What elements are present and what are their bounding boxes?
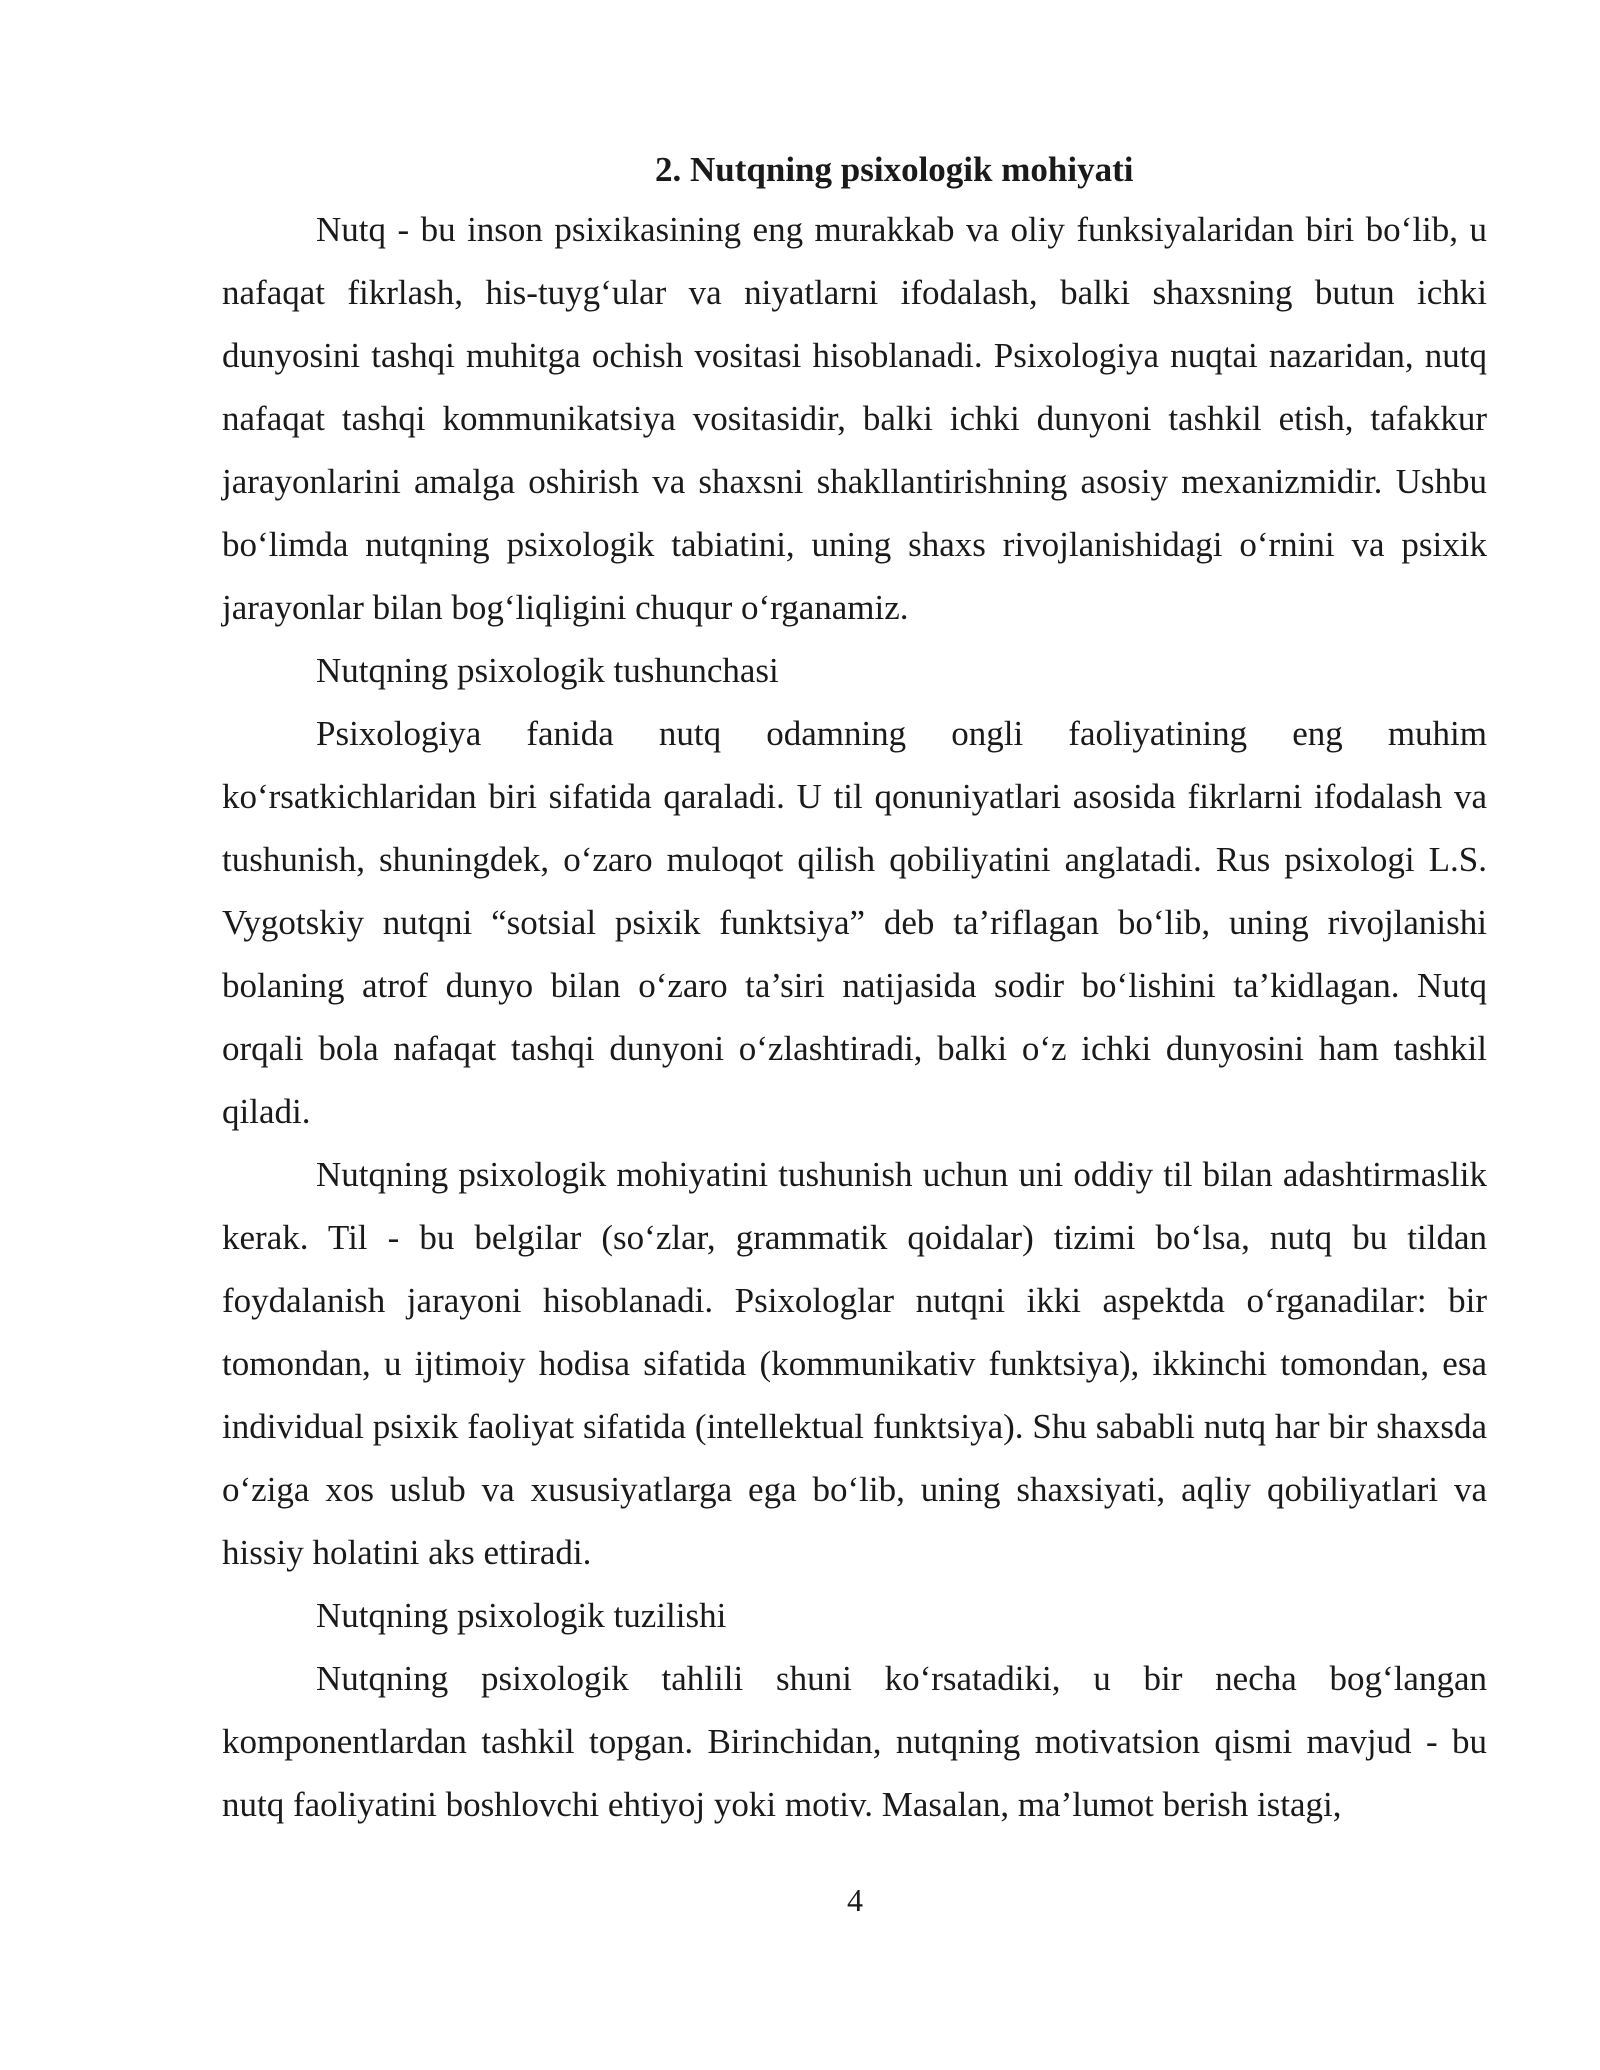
section-heading: 2. Nutqning psixologik mohiyati: [655, 150, 1134, 189]
page-number: 4: [847, 1882, 863, 1918]
subheading-concept: Nutqning psixologik tushunchasi: [316, 651, 779, 690]
page-content: [222, 145, 1487, 1836]
paragraph-concept: Psixologiya fanida nutq odamning ongli faoliyatining eng muhim ko‘rsatkichlaridan biri sifatida qaraladi. U til qonuniyatlari asosida fikrlarni ifodalash va tushunish, shuningdek, o‘zaro muloqot qilish qobiliyatini anglatadi. Rus psixologi L.S. Vygotskiy nutqni “sotsial psixik funktsiya” deb ta’riflagan bo‘lib, uning rivojlanishi bolaning atrof dunyo bilan o‘zaro ta’siri natijasida sodir bo‘lishini ta’kidlagan. Nutq orqali bola nafaqat tashqi dunyoni o‘zlashtiradi, balki o‘z ichki dunyosini ham tashkil qiladi.: [222, 714, 1487, 1131]
paragraph-structure: Nutqning psixologik tahlili shuni ko‘rsatadiki, u bir necha bog‘langan komponentlardan tashkil topgan. Birinchidan, nutqning motivatsion qismi mavjud - bu nutq faoliyatini boshlovchi ehtiyoj yoki motiv. Masalan, ma’lumot berish istagi,: [222, 1659, 1487, 1824]
subheading-structure: Nutqning psixologik tuzilishi: [316, 1596, 727, 1635]
paragraph-essence: Nutqning psixologik mohiyatini tushunish uchun uni oddiy til bilan adashtirmaslik kerak. Til - bu belgilar (so‘zlar, grammatik qoidalar) tizimi bo‘lsa, nutq bu tildan foydalanish jarayoni hisoblanadi. Psixologlar nutqni ikki aspektda o‘rganadilar: bir tomondan, u ijtimoiy hodisa sifatida (kommunikativ funktsiya), ikkinchi tomondan, esa individual psixik faoliyat sifatida (intellektual funktsiya). Shu sababli nutq har bir shaxsda o‘ziga xos uslub va xususiyatlarga ega bo‘lib, uning shaxsiyati, aqliy qobiliyatlari va hissiy holatini aks ettiradi.: [222, 1155, 1487, 1572]
paragraph-intro: Nutq - bu inson psixikasining eng murakkab va oliy funksiyalaridan biri bo‘lib, u nafaqat fikrlash, his-tuyg‘ular va niyatlarni ifodalash, balki shaxsning butun ichki dunyosini tashqi muhitga ochish vositasi hisoblanadi. Psixologiya nuqtai nazaridan, nutq nafaqat tashqi kommunikatsiya vositasidir, balki ichki dunyoni tashkil etish, tafakkur jarayonlarini amalga oshirish va shaxsni shakllantirishning asosiy mexanizmidir. Ushbu bo‘limda nutqning psixologik tabiatini, uning shaxs rivojlanishidagi o‘rnini va psixik jarayonlar bilan bog‘liqligini chuqur o‘rganamiz.: [222, 210, 1487, 627]
